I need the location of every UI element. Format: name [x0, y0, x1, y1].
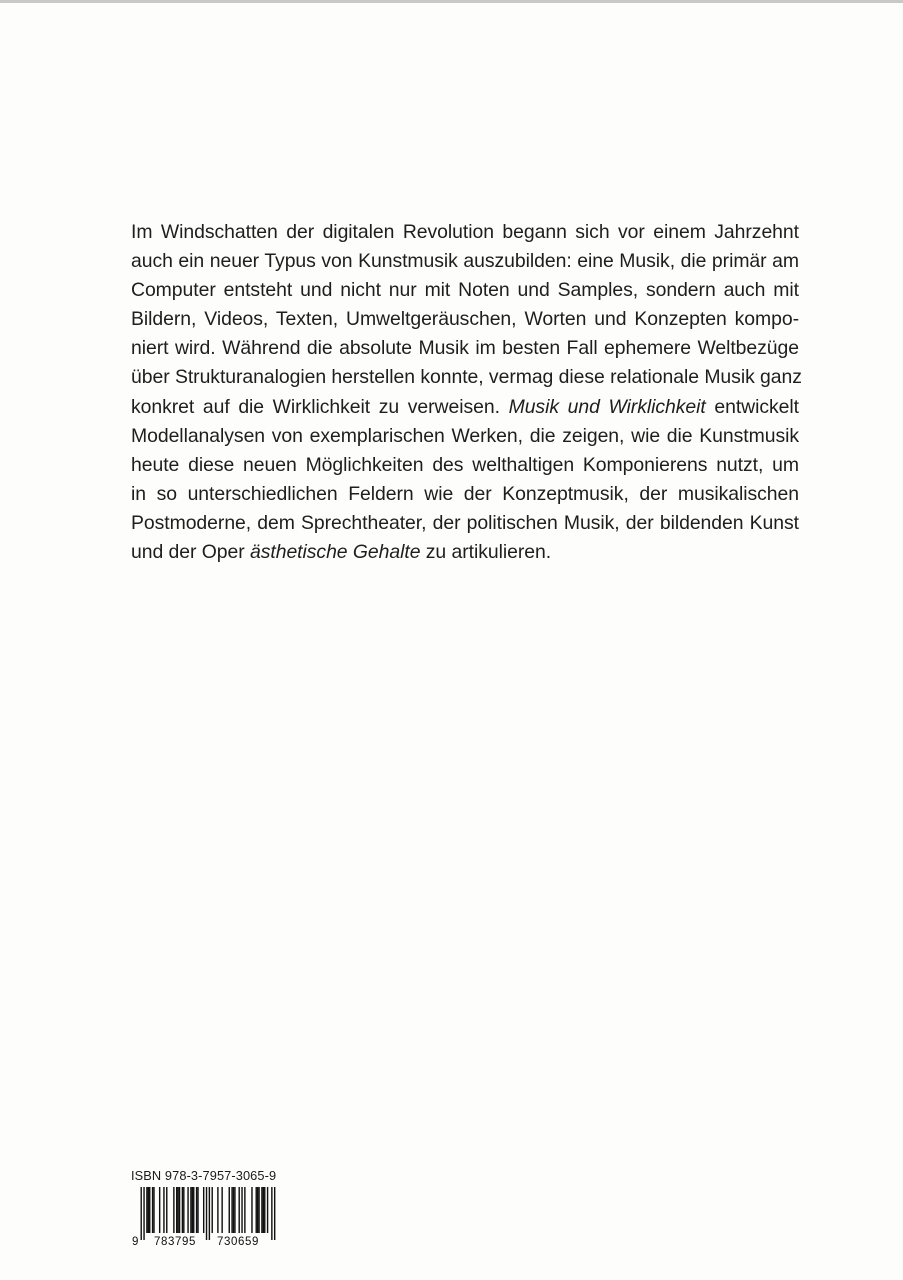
- blurb-text: Im Windschatten der digitalen Revolution begann sich vor einem Jahrzehnt: [131, 221, 799, 243]
- blurb-line: [131, 480, 799, 509]
- barcode-bar: [258, 1187, 259, 1233]
- barcode-bar: [187, 1187, 188, 1233]
- barcode-bar: [179, 1187, 180, 1233]
- barcode-bar: [192, 1187, 193, 1233]
- blurb-text: Bildern, Videos, Texten, Umweltgeräuschen, Worten und Konzepten kompo-: [131, 308, 799, 331]
- barcode-bar: [231, 1187, 232, 1233]
- back-cover-blurb: [131, 218, 802, 567]
- blurb-line: [131, 218, 799, 247]
- barcode-bar: [173, 1187, 174, 1233]
- blurb-line: [131, 422, 799, 451]
- ean-barcode: [131, 1187, 281, 1247]
- barcode-bar: [153, 1187, 154, 1233]
- barcode-guard-bar: [141, 1187, 142, 1240]
- barcode-bar: [244, 1187, 245, 1233]
- barcode-bar: [196, 1187, 197, 1233]
- blurb-line: [131, 451, 799, 480]
- barcode-guard-bar: [206, 1187, 207, 1240]
- barcode-bar: [264, 1187, 265, 1233]
- blurb-line: [131, 247, 799, 276]
- blurb-text: zu artikulieren.: [420, 541, 552, 564]
- blurb-italic-title: ästhetische Gehalte: [250, 541, 421, 564]
- barcode-bar: [257, 1187, 258, 1233]
- barcode-bar: [146, 1187, 147, 1233]
- barcode-bar: [233, 1187, 234, 1233]
- barcode-bar: [261, 1187, 262, 1233]
- blurb-text: auch ein neuer Typus von Kunstmusik auszubilden: eine Musik, die primär am: [131, 250, 799, 273]
- blurb-text: niert wird. Während die absolute Musik im besten Fall ephemere Weltbezüge: [131, 337, 799, 360]
- barcode-bar: [190, 1187, 191, 1233]
- barcode-bar: [203, 1187, 204, 1233]
- blurb-text: Postmoderne, dem Sprechtheater, der politischen Musik, der bildenden Kunst: [131, 511, 799, 534]
- blurb-line: [131, 363, 802, 392]
- blurb-text: Modellanalysen von exemplarischen Werken, die zeigen, wie die Kunstmusik: [131, 424, 799, 447]
- barcode-bar: [183, 1187, 184, 1233]
- barcode-guard-bar: [271, 1187, 272, 1240]
- barcode-bar: [229, 1187, 230, 1233]
- barcode-first-digit: 9: [132, 1236, 139, 1247]
- blurb-italic-title: Musik und Wirklichkeit: [508, 395, 706, 418]
- barcode-bar: [267, 1187, 268, 1233]
- isbn-block: [131, 1168, 281, 1247]
- blurb-text: in so unterschiedlichen Feldern wie der Konzeptmusik, der musikalischen: [131, 482, 799, 505]
- barcode-bars: [141, 1187, 276, 1240]
- blurb-line: [131, 509, 799, 538]
- barcode-bar: [148, 1187, 149, 1233]
- blurb-text: und der Oper: [131, 541, 250, 564]
- barcode-bar: [256, 1187, 257, 1233]
- isbn-label: ISBN 978-3-7957-3065-9: [131, 1168, 277, 1183]
- barcode-bar: [176, 1187, 177, 1233]
- blurb-text: heute diese neuen Möglichkeiten des welthaltigen Komponierens nutzt, um: [131, 453, 799, 476]
- barcode-bar: [182, 1187, 183, 1233]
- barcode-bar: [163, 1187, 164, 1233]
- barcode-bar: [197, 1187, 198, 1233]
- barcode-bar: [234, 1187, 235, 1233]
- blurb-line: [131, 538, 799, 567]
- barcode-bar: [217, 1187, 218, 1233]
- barcode-bar: [251, 1187, 252, 1233]
- blurb-line: [131, 334, 799, 363]
- blurb-line: [131, 393, 799, 422]
- barcode-bar: [177, 1187, 178, 1233]
- blurb-text: entwickelt: [705, 395, 799, 418]
- page-top-edge: [0, 0, 903, 3]
- barcode-guard-bar: [143, 1187, 144, 1240]
- barcode-bar: [152, 1187, 153, 1233]
- blurb-text: konkret auf die Wirklichkeit zu verweisen.: [131, 395, 509, 418]
- barcode-bar: [212, 1187, 213, 1233]
- blurb-text: Computer entsteht und nicht nur mit Noten und Samples, sondern auch mit: [131, 279, 799, 302]
- blurb-line: [131, 305, 799, 334]
- barcode-bar: [238, 1187, 239, 1233]
- barcode-right-digits: 730659: [217, 1236, 259, 1247]
- barcode-bar: [149, 1187, 150, 1233]
- barcode-bar: [193, 1187, 194, 1233]
- barcode-bar: [166, 1187, 167, 1233]
- barcode-bar: [221, 1187, 222, 1233]
- blurb-text: über Strukturanalogien herstellen konnte, vermag diese relationale Musik ganz: [131, 366, 802, 389]
- barcode-guard-bar: [274, 1187, 275, 1240]
- blurb-line: [131, 276, 799, 305]
- barcode-bar: [159, 1187, 160, 1233]
- barcode-bar: [263, 1187, 264, 1233]
- barcode-left-digits: 783795: [154, 1236, 196, 1247]
- barcode-guard-bar: [209, 1187, 210, 1240]
- barcode-bar: [241, 1187, 242, 1233]
